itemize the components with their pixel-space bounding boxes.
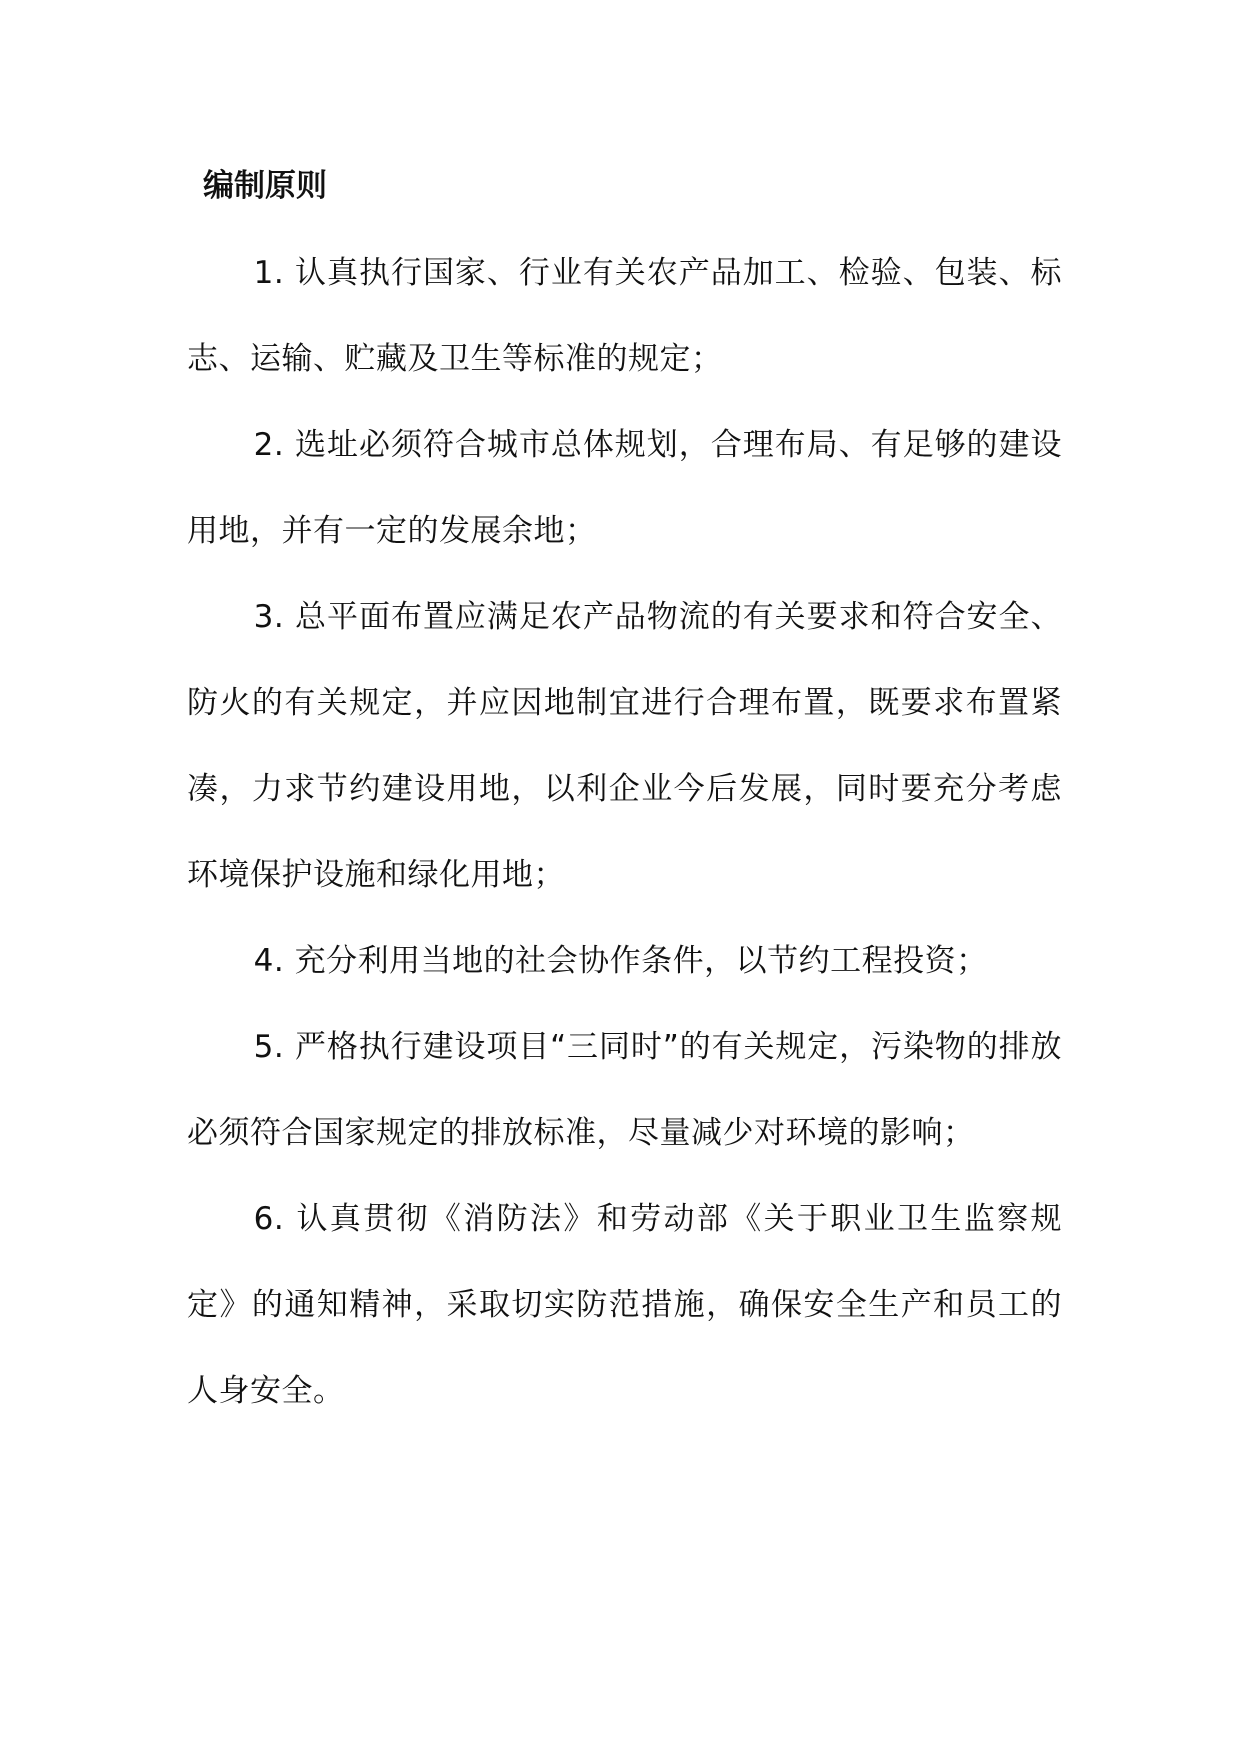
principle-item-2: 2. 选址必须符合城市总体规划，合理布局、有足够的建设用地，并有一定的发展余地； [187,427,1062,549]
principle-item-4: 4. 充分利用当地的社会协作条件，以节约工程投资； [253,943,988,979]
document-title: 编制原则 [203,168,327,204]
principle-item-5: 5. 严格执行建设项目“三同时”的有关规定，污染物的排放必须符合国家规定的排放标准，尽量减少对环境的影响； [187,1029,1062,1151]
principles-list [187,230,1062,1434]
principle-item-6: 6. 认真贯彻《消防法》和劳动部《关于职业卫生监察规定》的通知精神，采取切实防范措施，确保安全生产和员工的人身安全。 [187,1201,1062,1409]
principle-item-1: 1. 认真执行国家、行业有关农产品加工、检验、包装、标志、运输、贮藏及卫生等标准的规定； [187,255,1062,377]
principle-item-3: 3. 总平面布置应满足农产品物流的有关要求和符合安全、防火的有关规定，并应因地制宜进行合理布置，既要求布置紧凑，力求节约建设用地，以利企业今后发展，同时要充分考虑环境保护设施和绿化用地； [187,599,1062,893]
